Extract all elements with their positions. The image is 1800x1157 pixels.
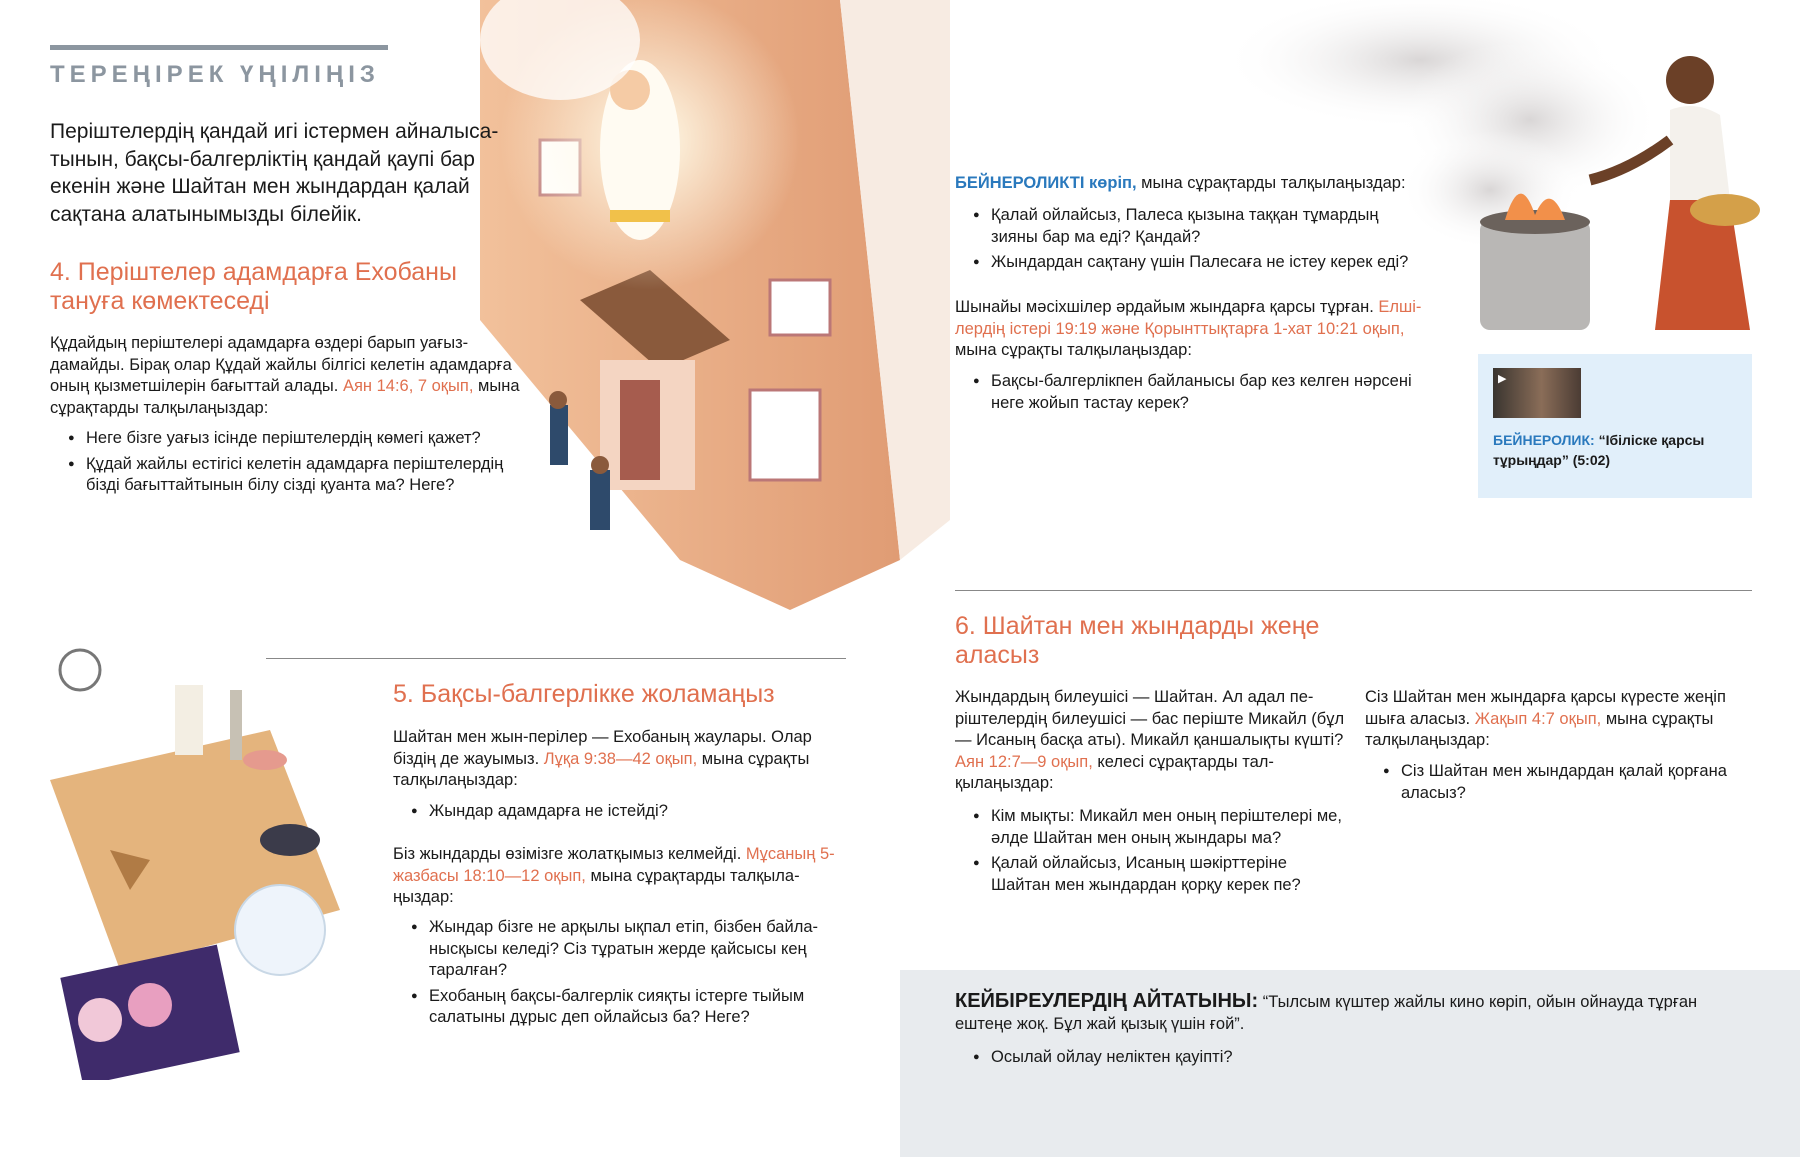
luke-reference[interactable]: Лұқа 9:38—42 оқып, [543,749,698,768]
section-6-text-1: Жындардың билеушісі — Шайтан. Ал адал періштелердің билеушісі — бас періште Микайл (бұл — Исаның басқа аты). Микайл қаншалықты күшті? [955,688,1345,749]
list-item: ● Ехобаның бақсы-балгерлік сияқты істерге тыйым салатыны дұрыс деп ойлайсыз ба? Неге? [393,986,838,1029]
section-6-paragraph-1 [955,687,1345,795]
video-caption [1493,430,1738,470]
section-6-title: 6. Шайтан мен жындарды жеңе аласыз [955,612,1320,669]
play-icon[interactable]: ▶ [1498,373,1507,385]
list-item: ● Сіз Шайтан мен жындардан қалай қорғана аласыз? [1365,761,1755,804]
occult-objects-illustration [40,640,380,1080]
video-intro-text: мына сұрақтарды талқылаңыздар: [1141,174,1406,192]
video-thumbnail[interactable] [1493,368,1581,418]
section-5-title: 5. Бақсы-балгерлікке жоламаңыз [393,680,775,708]
section-5-text-1: Шайтан мен жын-перілер — Ехобаның жаулары. Олар біздің де жауымыз. [393,728,812,768]
acts-reference[interactable]: Елшілердің істері 19:19 және Қорынттықтарға 1-хат 10:21 оқып, [955,298,1422,338]
section-6-questions-1 [955,806,1345,900]
christians-paragraph [955,297,1435,362]
list-item: ● Кім мықты: Микайл мен оның періштелері ме, әлде Шайтан мен оның жындары ма? [955,806,1345,849]
section-4-text: Құдайдың періштелері адамдарға өздері барып уағыздамайды. Бірақ олар Құдай жайлы білгісі келетін адамдарға оның қызметшілерін бағыттай алады. [50,334,512,395]
section-5-questions-2 [393,917,838,1033]
some-say-questions [955,1047,1755,1073]
section-5-paragraph-1 [393,727,838,792]
some-say-label: КЕЙБІРЕУЛЕРДІҢ АЙТАТЫНЫ: [955,990,1259,1012]
divider-right [955,590,1752,591]
list-item: ● Қалай ойлайсыз, Палеса қызына таққан тұмардың зияны бар ма еді? Қандай? [955,205,1425,248]
christians-questions [955,371,1435,418]
section-4-reference[interactable]: Аян 14:6, 7 оқып, [342,377,474,395]
section-5-text-2-end: мына сұрақтарды талқылаңыздар: [393,866,800,906]
deeper-heading-bar [50,45,388,50]
list-item: ● Жындар бізге не арқылы ықпал етіп, бізбен байланысқысы келеді? Сіз тұратын жерде қайсысы кең таралған? [393,917,838,982]
james-reference[interactable]: Жақып 4:7 оқып, [1474,709,1602,728]
christians-text-end: мына сұрақты талқылаңыздар: [955,341,1192,359]
christians-text: Шынайы мәсіхшілер әрдайым жындарға қарсы тұрған. [955,298,1374,316]
section-5-text-1-end: мына сұрақты талқылаңыздар: [393,749,810,789]
section-6-paragraph-2 [1365,687,1755,752]
section-5-questions-1 [393,801,838,827]
section-6-questions-2 [1365,761,1755,808]
list-item: ● Жындар адамдарға не істейді? [393,801,838,823]
list-item: ● Осылай ойлау неліктен қауіпті? [955,1047,1755,1069]
divider-left [266,658,846,659]
some-say-text [955,991,1755,1035]
list-item: ● Құдай жайлы естігісі келетін адамдарға періштелердің бізді бағыттайтынын білу сізді қуанта ма? Неге? [50,454,530,497]
section-4-text-end: мына сұрақтарды талқылаңыздар: [50,377,520,417]
video-title[interactable]: “Ібіліске қарсы тұрыңдар” (5:02) [1493,432,1705,468]
woman-burning-items-illustration [1110,0,1800,340]
section-5-text-2: Біз жындарды өзімізге жолатқымыз келмейді. [393,845,742,863]
list-item: ● Қалай ойлайсыз, Исаның шәкірттеріне Шайтан мен жындардан қорқу керек пе? [955,853,1345,896]
section-4-paragraph [50,333,530,419]
deeper-heading: ТЕРЕҢІРЕК ҮҢІЛІҢІЗ [50,61,380,88]
section-6-text-2-end: мына сұрақты талқылаңыздар: [1365,709,1714,749]
video-box[interactable] [1478,354,1752,498]
video-questions [955,205,1425,278]
deeper-intro: Періштелердің қандай игі істермен айналысатынын, бақсы-балгерліктің қандай қаупі бар екенін және Шайтан мен жындардан қалай сақтана алатынымызды білейік. [50,120,499,226]
section-4-questions [50,428,530,501]
video-label: БЕЙНЕРОЛИК: [1493,432,1595,448]
some-say-quote: “Тылсым күштер жайлы кино көріп, ойын ойнауда тұрған ештеңе жоқ. Бұл жай қызық үшін ғой”. [955,993,1698,1033]
video-questions-intro [955,173,1425,195]
list-item: ● Неге бізге уағыз ісінде періштелердің көмегі қажет? [50,428,530,450]
angel-house-illustration [470,0,950,620]
section-5-paragraph-2 [393,844,838,909]
revelation-reference[interactable]: Аян 12:7—9 оқып, [955,752,1093,771]
watch-video-link[interactable]: БЕЙНЕРОЛИКТІ көріп, [955,174,1137,192]
some-say-box [900,970,1800,1157]
deuteronomy-reference[interactable]: Мұсаның 5-жазбасы 18:10—12 оқып, [393,845,835,885]
section-4-title: 4. Періштелер адамдарға Ехобаны тануға көмектеседі [50,258,457,315]
section-6-text-1-end: келесі сұрақтарды талқылаңыздар: [955,752,1274,792]
section-6-text-2: Сіз Шайтан мен жындарға қарсы күресте жеңіп шыға аласыз. [1365,688,1726,728]
list-item: ● Бақсы-балгерлікпен байланысы бар кез келген нәрсені неге жойып тастау керек? [955,371,1435,414]
list-item: ● Жындардан сақтану үшін Палесаға не істеу керек еді? [955,252,1425,274]
